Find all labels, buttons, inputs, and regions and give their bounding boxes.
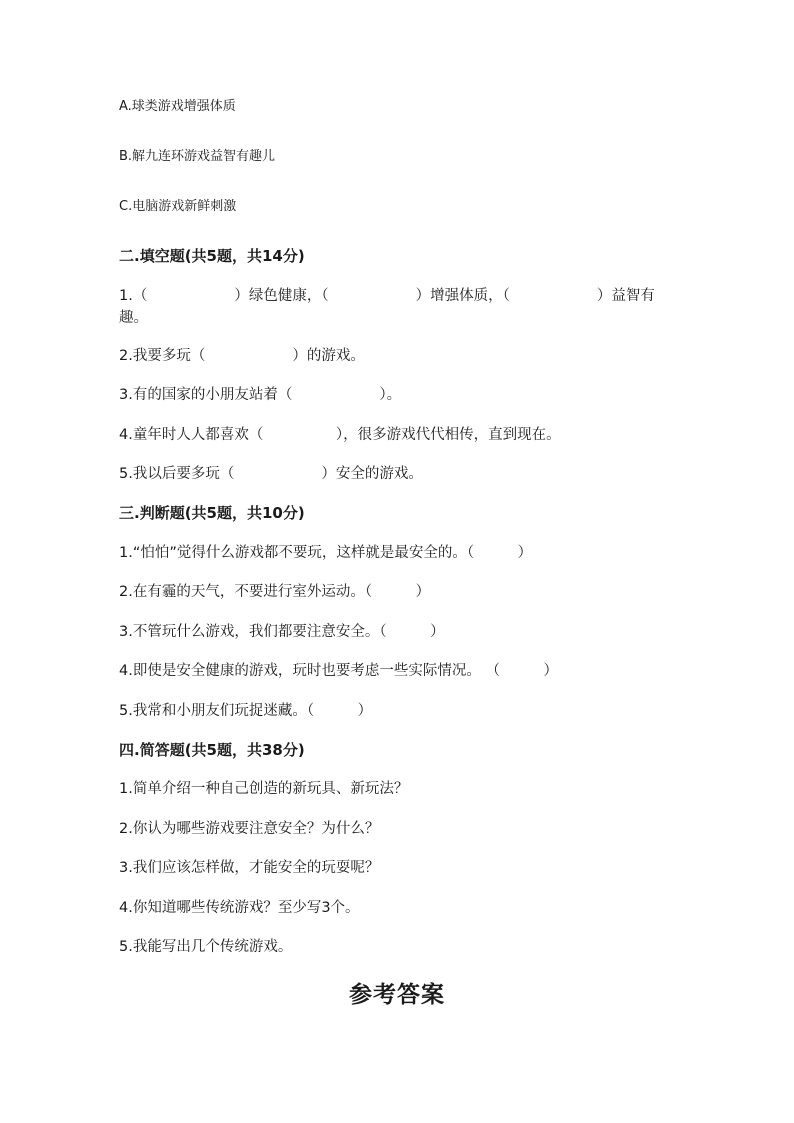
true-false-question-1: 1.“怕怕”觉得什么游戏都不要玩，这样就是最安全的。（ ） [119, 545, 533, 561]
section-heading-fill-blank: 二.填空题(共5题，共14分) [119, 247, 305, 265]
fill-blank-question-5: 5.我以后要多玩（ ）安全的游戏。 [119, 466, 423, 482]
option-c: C.电脑游戏新鲜刺激 [119, 199, 237, 214]
true-false-question-3: 3.不管玩什么游戏，我们都要注意安全。（ ） [119, 624, 445, 640]
short-answer-question-1: 1.简单介绍一种自己创造的新玩具、新玩法？ [119, 781, 409, 797]
fill-blank-question-1: 1.（ ）绿色健康，（ ）增强体质，（ ）益智有趣。 [119, 288, 655, 326]
fill-blank-question-4: 4.童年时人人都喜欢（ ），很多游戏代代相传，直到现在。 [119, 427, 561, 443]
option-b: B.解九连环游戏益智有趣儿 [119, 149, 276, 164]
section-heading-short-answer: 四.简答题(共5题，共38分) [119, 741, 305, 759]
short-answer-question-5: 5.我能写出几个传统游戏。 [119, 939, 293, 955]
section-heading-true-false: 三.判断题(共5题，共10分) [119, 504, 305, 522]
fill-blank-question-3: 3.有的国家的小朋友站着（ ）。 [119, 387, 402, 403]
true-false-question-4: 4.即使是安全健康的游戏，玩时也要考虑一些实际情况。 （ ） [119, 663, 558, 679]
short-answer-question-4: 4.你知道哪些传统游戏？至少写3个。 [119, 900, 360, 916]
true-false-question-5: 5.我常和小朋友们玩捉迷藏。（ ） [119, 703, 373, 719]
short-answer-question-3: 3.我们应该怎样做，才能安全的玩耍呢？ [119, 860, 380, 876]
true-false-question-2: 2.在有霾的天气，不要进行室外运动。（ ） [119, 584, 431, 600]
short-answer-question-2: 2.你认为哪些游戏要注意安全？为什么？ [119, 821, 380, 837]
answer-key-title: 参考答案 [349, 981, 445, 1008]
option-a: A.球类游戏增强体质 [119, 99, 236, 114]
fill-blank-question-2: 2.我要多玩（ ）的游戏。 [119, 348, 365, 364]
